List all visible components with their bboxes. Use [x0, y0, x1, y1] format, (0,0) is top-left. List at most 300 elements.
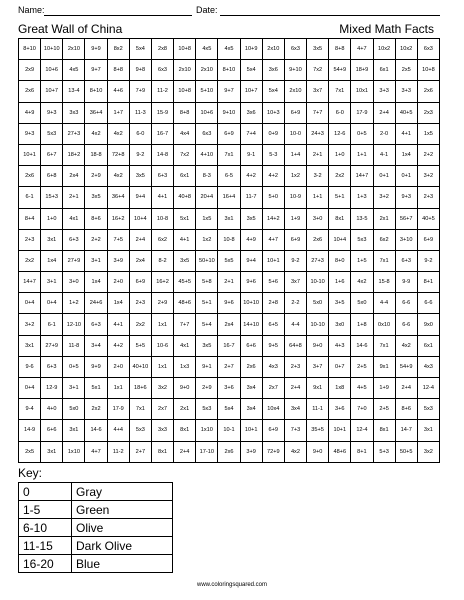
grid-cell[interactable]: 6x2 [151, 229, 173, 250]
grid-cell[interactable]: 0+7 [329, 356, 351, 377]
grid-cell[interactable]: 4-4 [373, 293, 395, 314]
grid-cell[interactable]: 4x2 [107, 123, 129, 144]
grid-cell[interactable]: 2+3 [417, 187, 439, 208]
grid-cell[interactable]: 72+9 [262, 441, 284, 462]
grid-cell[interactable]: 17-9 [107, 399, 129, 420]
grid-cell[interactable]: 4+9 [19, 102, 41, 123]
grid-cell[interactable]: 4x3 [417, 356, 439, 377]
grid-cell[interactable]: 4+5 [351, 378, 373, 399]
grid-cell[interactable]: 1x1 [107, 378, 129, 399]
grid-cell[interactable]: 4+4 [107, 420, 129, 441]
grid-cell[interactable]: 14-6 [85, 420, 107, 441]
grid-cell[interactable]: 0+5 [63, 356, 85, 377]
grid-cell[interactable]: 11-2 [151, 81, 173, 102]
grid-cell[interactable]: 8+4 [19, 208, 41, 229]
grid-cell[interactable]: 6x3 [284, 39, 306, 60]
grid-cell[interactable]: 5x0 [307, 293, 329, 314]
grid-cell[interactable]: 6+6 [240, 335, 262, 356]
grid-cell[interactable]: 14+10 [240, 314, 262, 335]
grid-cell[interactable]: 1+9 [373, 378, 395, 399]
grid-cell[interactable]: 5+4 [196, 314, 218, 335]
grid-cell[interactable]: 2x2 [329, 166, 351, 187]
grid-cell[interactable]: 6+9 [262, 420, 284, 441]
grid-cell[interactable]: 54+9 [329, 60, 351, 81]
grid-cell[interactable]: 5+0 [262, 187, 284, 208]
grid-cell[interactable]: 2x1 [174, 399, 196, 420]
grid-cell[interactable]: 5+3 [373, 441, 395, 462]
grid-cell[interactable]: 3x1 [19, 335, 41, 356]
grid-cell[interactable]: 72+8 [107, 144, 129, 165]
grid-cell[interactable]: 2+2 [85, 229, 107, 250]
grid-cell[interactable]: 18-8 [85, 144, 107, 165]
grid-cell[interactable]: 3x5 [240, 208, 262, 229]
grid-cell[interactable]: 2+9 [85, 166, 107, 187]
grid-cell[interactable]: 7x1 [218, 144, 240, 165]
grid-cell[interactable]: 45+5 [174, 272, 196, 293]
grid-cell[interactable]: 5x3 [351, 229, 373, 250]
grid-cell[interactable]: 9-2 [129, 144, 151, 165]
grid-cell[interactable]: 9+3 [41, 102, 63, 123]
grid-cell[interactable]: 5x4 [262, 81, 284, 102]
grid-cell[interactable]: 1+3 [351, 187, 373, 208]
grid-cell[interactable]: 3-2 [307, 166, 329, 187]
grid-cell[interactable]: 27+3 [307, 250, 329, 271]
grid-cell[interactable]: 3x7 [307, 81, 329, 102]
grid-cell[interactable]: 14-9 [19, 420, 41, 441]
grid-cell[interactable]: 10+10 [240, 293, 262, 314]
grid-cell[interactable]: 6+3 [63, 229, 85, 250]
grid-cell[interactable]: 6-6 [395, 293, 417, 314]
grid-cell[interactable]: 0+5 [351, 123, 373, 144]
grid-cell[interactable]: 2+3 [19, 229, 41, 250]
grid-cell[interactable]: 4+1 [395, 123, 417, 144]
grid-cell[interactable]: 3x3 [151, 420, 173, 441]
grid-cell[interactable]: 7x1 [129, 399, 151, 420]
grid-cell[interactable]: 10+4 [129, 208, 151, 229]
grid-cell[interactable]: 1x4 [395, 144, 417, 165]
grid-cell[interactable]: 3+1 [63, 378, 85, 399]
grid-cell[interactable]: 9+6 [218, 293, 240, 314]
grid-cell[interactable]: 8+8 [107, 60, 129, 81]
grid-cell[interactable]: 9-1 [240, 144, 262, 165]
grid-cell[interactable]: 3x1 [41, 441, 63, 462]
grid-cell[interactable]: 12-4 [351, 420, 373, 441]
grid-cell[interactable]: 7x1 [373, 335, 395, 356]
grid-cell[interactable]: 36+4 [85, 102, 107, 123]
grid-cell[interactable]: 7+4 [240, 123, 262, 144]
grid-cell[interactable]: 9+3 [19, 123, 41, 144]
grid-cell[interactable]: 2+3 [284, 356, 306, 377]
grid-cell[interactable]: 4x4 [174, 123, 196, 144]
grid-cell[interactable]: 8+0 [329, 250, 351, 271]
grid-cell[interactable]: 2x2 [129, 314, 151, 335]
grid-cell[interactable]: 3+6 [329, 399, 351, 420]
grid-cell[interactable]: 8+1 [417, 272, 439, 293]
grid-cell[interactable]: 15-9 [151, 102, 173, 123]
grid-cell[interactable]: 5-3 [262, 144, 284, 165]
grid-cell[interactable]: 12-10 [63, 314, 85, 335]
grid-cell[interactable]: 10x4 [262, 399, 284, 420]
grid-cell[interactable]: 2x6 [19, 166, 41, 187]
grid-cell[interactable]: 9-9 [395, 272, 417, 293]
grid-cell[interactable]: 27+3 [63, 123, 85, 144]
grid-cell[interactable]: 2+8 [262, 293, 284, 314]
grid-cell[interactable]: 40+5 [417, 208, 439, 229]
grid-cell[interactable]: 7+0 [351, 399, 373, 420]
grid-cell[interactable]: 4x2 [107, 166, 129, 187]
grid-cell[interactable]: 3x6 [262, 60, 284, 81]
grid-cell[interactable]: 9+1 [196, 356, 218, 377]
grid-cell[interactable]: 3+2 [373, 187, 395, 208]
grid-cell[interactable]: 5x4 [129, 39, 151, 60]
grid-cell[interactable]: 2x10 [63, 39, 85, 60]
grid-cell[interactable]: 6-0 [129, 123, 151, 144]
grid-cell[interactable]: 2x10 [262, 39, 284, 60]
grid-cell[interactable]: 4+7 [351, 39, 373, 60]
grid-cell[interactable]: 2+9 [196, 378, 218, 399]
grid-cell[interactable]: 5x3 [41, 123, 63, 144]
grid-cell[interactable]: 9+10 [284, 60, 306, 81]
grid-cell[interactable]: 14+2 [262, 208, 284, 229]
grid-cell[interactable]: 2x9 [19, 60, 41, 81]
grid-cell[interactable]: 10+1 [240, 420, 262, 441]
grid-cell[interactable]: 5x1 [85, 378, 107, 399]
grid-cell[interactable]: 10+4 [329, 229, 351, 250]
grid-cell[interactable]: 8+1 [351, 441, 373, 462]
grid-cell[interactable]: 40+8 [174, 187, 196, 208]
grid-cell[interactable]: 3x1 [417, 420, 439, 441]
grid-cell[interactable]: 9+7 [85, 60, 107, 81]
grid-cell[interactable]: 8-3 [196, 166, 218, 187]
grid-cell[interactable]: 6+9 [284, 229, 306, 250]
grid-cell[interactable]: 4x2 [351, 272, 373, 293]
grid-cell[interactable]: 8+10 [19, 39, 41, 60]
grid-cell[interactable]: 1x8 [329, 378, 351, 399]
grid-cell[interactable]: 2x5 [19, 441, 41, 462]
grid-cell[interactable]: 3x5 [85, 187, 107, 208]
grid-cell[interactable]: 10-10 [307, 272, 329, 293]
grid-cell[interactable]: 4x5 [196, 39, 218, 60]
grid-cell[interactable]: 4x5 [218, 39, 240, 60]
grid-cell[interactable]: 9-6 [19, 356, 41, 377]
grid-cell[interactable]: 11-7 [240, 187, 262, 208]
grid-cell[interactable]: 8x1 [151, 441, 173, 462]
grid-cell[interactable]: 12-6 [329, 123, 351, 144]
grid-cell[interactable]: 2x10 [284, 81, 306, 102]
grid-cell[interactable]: 5x3 [129, 420, 151, 441]
grid-cell[interactable]: 1+9 [284, 208, 306, 229]
grid-cell[interactable]: 10+6 [196, 102, 218, 123]
grid-cell[interactable]: 2+1 [307, 144, 329, 165]
grid-cell[interactable]: 16+2 [151, 272, 173, 293]
grid-cell[interactable]: 10+7 [240, 81, 262, 102]
grid-cell[interactable]: 2+1 [218, 272, 240, 293]
grid-cell[interactable]: 4x5 [63, 60, 85, 81]
grid-cell[interactable]: 0+9 [262, 123, 284, 144]
grid-cell[interactable]: 13-4 [63, 81, 85, 102]
grid-cell[interactable]: 16-7 [151, 123, 173, 144]
grid-cell[interactable]: 8+8 [174, 102, 196, 123]
grid-cell[interactable]: 2+4 [284, 378, 306, 399]
grid-cell[interactable]: 5x4 [218, 399, 240, 420]
grid-cell[interactable]: 10x2 [373, 39, 395, 60]
grid-cell[interactable]: 7+7 [174, 314, 196, 335]
grid-cell[interactable]: 4+2 [240, 166, 262, 187]
grid-cell[interactable]: 12-4 [417, 378, 439, 399]
grid-cell[interactable]: 10-8 [218, 229, 240, 250]
grid-cell[interactable]: 9+4 [240, 250, 262, 271]
grid-cell[interactable]: 54+9 [395, 356, 417, 377]
grid-cell[interactable]: 3x7 [284, 272, 306, 293]
grid-cell[interactable]: 50+10 [196, 250, 218, 271]
grid-cell[interactable]: 3+0 [307, 208, 329, 229]
grid-cell[interactable]: 18+6 [129, 378, 151, 399]
grid-cell[interactable]: 4+6 [107, 81, 129, 102]
grid-cell[interactable]: 6+3 [41, 356, 63, 377]
grid-cell[interactable]: 4+7 [85, 441, 107, 462]
grid-cell[interactable]: 2+0 [107, 356, 129, 377]
grid-cell[interactable]: 14-7 [395, 420, 417, 441]
grid-cell[interactable]: 5x4 [240, 60, 262, 81]
grid-cell[interactable]: 40+5 [395, 102, 417, 123]
grid-cell[interactable]: 8+10 [218, 60, 240, 81]
grid-cell[interactable]: 5x3 [196, 399, 218, 420]
grid-cell[interactable]: 4-1 [373, 144, 395, 165]
grid-cell[interactable]: 4+7 [262, 229, 284, 250]
grid-cell[interactable]: 14+7 [351, 166, 373, 187]
grid-cell[interactable]: 5+5 [129, 335, 151, 356]
grid-cell[interactable]: 7+5 [107, 229, 129, 250]
grid-cell[interactable]: 6x3 [196, 123, 218, 144]
grid-cell[interactable]: 6-1 [19, 187, 41, 208]
grid-cell[interactable]: 10+6 [41, 60, 63, 81]
grid-cell[interactable]: 2+7 [129, 441, 151, 462]
grid-cell[interactable]: 5+8 [196, 272, 218, 293]
grid-cell[interactable]: 2x8 [151, 39, 173, 60]
grid-cell[interactable]: 1x3 [174, 356, 196, 377]
grid-cell[interactable]: 1x4 [41, 250, 63, 271]
grid-cell[interactable]: 6-1 [41, 314, 63, 335]
grid-cell[interactable]: 4x1 [63, 208, 85, 229]
grid-cell[interactable]: 12-9 [41, 378, 63, 399]
grid-cell[interactable]: 9+9 [85, 356, 107, 377]
grid-cell[interactable]: 3+7 [307, 356, 329, 377]
grid-cell[interactable]: 2x10 [196, 60, 218, 81]
grid-cell[interactable]: 5+1 [196, 293, 218, 314]
grid-cell[interactable]: 4+1 [151, 187, 173, 208]
grid-cell[interactable]: 3x2 [151, 378, 173, 399]
grid-cell[interactable]: 3+3 [395, 81, 417, 102]
grid-cell[interactable]: 3x4 [284, 399, 306, 420]
grid-cell[interactable]: 4x1 [174, 335, 196, 356]
grid-cell[interactable]: 6-6 [417, 293, 439, 314]
grid-cell[interactable]: 2x6 [417, 81, 439, 102]
grid-cell[interactable]: 8-2 [151, 250, 173, 271]
grid-cell[interactable]: 14-8 [151, 144, 173, 165]
grid-cell[interactable]: 1x2 [196, 229, 218, 250]
grid-cell[interactable]: 3+4 [85, 335, 107, 356]
grid-cell[interactable]: 4+0 [41, 399, 63, 420]
grid-cell[interactable]: 2+0 [107, 272, 129, 293]
grid-cell[interactable]: 2+5 [373, 399, 395, 420]
grid-cell[interactable]: 7x1 [373, 250, 395, 271]
grid-cell[interactable]: 27+9 [63, 250, 85, 271]
grid-cell[interactable]: 2+4 [395, 378, 417, 399]
grid-cell[interactable]: 2+4 [129, 229, 151, 250]
grid-cell[interactable]: 9x0 [417, 314, 439, 335]
grid-cell[interactable]: 7+7 [307, 102, 329, 123]
grid-cell[interactable]: 2+2 [417, 144, 439, 165]
grid-cell[interactable]: 1+2 [63, 293, 85, 314]
grid-cell[interactable]: 1x4 [85, 272, 107, 293]
grid-cell[interactable]: 4x2 [85, 123, 107, 144]
grid-cell[interactable]: 4+1 [174, 229, 196, 250]
grid-cell[interactable]: 15-8 [373, 272, 395, 293]
grid-cell[interactable]: 3x4 [240, 399, 262, 420]
grid-cell[interactable]: 10+1 [19, 144, 41, 165]
grid-cell[interactable]: 8+6 [395, 399, 417, 420]
grid-cell[interactable]: 8x1 [373, 420, 395, 441]
grid-cell[interactable]: 2x4 [63, 166, 85, 187]
grid-cell[interactable]: 1+1 [351, 144, 373, 165]
grid-cell[interactable]: 35+5 [307, 420, 329, 441]
grid-cell[interactable]: 4+2 [107, 335, 129, 356]
grid-cell[interactable]: 8+8 [329, 39, 351, 60]
grid-cell[interactable]: 3x0 [329, 314, 351, 335]
grid-cell[interactable]: 1+7 [107, 102, 129, 123]
grid-cell[interactable]: 3+10 [395, 229, 417, 250]
grid-cell[interactable]: 11-2 [107, 441, 129, 462]
grid-cell[interactable]: 2x6 [240, 356, 262, 377]
grid-cell[interactable]: 2x7 [262, 378, 284, 399]
grid-cell[interactable]: 3x5 [129, 166, 151, 187]
grid-cell[interactable]: 3+0 [63, 272, 85, 293]
grid-cell[interactable]: 20+4 [196, 187, 218, 208]
grid-cell[interactable]: 9+4 [129, 187, 151, 208]
grid-cell[interactable]: 1+6 [329, 272, 351, 293]
grid-cell[interactable]: 3x5 [174, 250, 196, 271]
grid-cell[interactable]: 2+5 [351, 356, 373, 377]
grid-cell[interactable]: 7x2 [307, 60, 329, 81]
grid-cell[interactable]: 11-1 [307, 399, 329, 420]
grid-cell[interactable]: 5x1 [174, 208, 196, 229]
grid-cell[interactable]: 2x6 [218, 441, 240, 462]
grid-cell[interactable]: 1+8 [351, 314, 373, 335]
grid-cell[interactable]: 6+6 [41, 420, 63, 441]
grid-cell[interactable]: 3+1 [41, 272, 63, 293]
grid-cell[interactable]: 1x2 [284, 166, 306, 187]
grid-cell[interactable]: 3+3 [373, 81, 395, 102]
grid-cell[interactable]: 2+4 [174, 441, 196, 462]
grid-cell[interactable]: 5x0 [63, 399, 85, 420]
grid-cell[interactable]: 7+3 [284, 420, 306, 441]
grid-cell[interactable]: 10-6 [151, 335, 173, 356]
grid-cell[interactable]: 16+2 [107, 208, 129, 229]
grid-cell[interactable]: 2-0 [373, 123, 395, 144]
grid-cell[interactable]: 14+7 [19, 272, 41, 293]
grid-cell[interactable]: 4+3 [329, 335, 351, 356]
grid-cell[interactable]: 7+9 [129, 81, 151, 102]
grid-cell[interactable]: 9+0 [174, 378, 196, 399]
grid-cell[interactable]: 6x3 [151, 60, 173, 81]
grid-cell[interactable]: 4x2 [284, 441, 306, 462]
grid-cell[interactable]: 1x10 [63, 441, 85, 462]
grid-cell[interactable]: 6-0 [329, 102, 351, 123]
grid-cell[interactable]: 6+9 [417, 229, 439, 250]
grid-cell[interactable]: 17-10 [196, 441, 218, 462]
grid-cell[interactable]: 10-8 [151, 208, 173, 229]
grid-cell[interactable]: 6-5 [218, 166, 240, 187]
grid-cell[interactable]: 48+6 [329, 441, 351, 462]
grid-cell[interactable]: 3+2 [417, 166, 439, 187]
grid-cell[interactable]: 9+6 [240, 272, 262, 293]
grid-cell[interactable]: 10+8 [174, 39, 196, 60]
grid-cell[interactable]: 9+10 [218, 102, 240, 123]
grid-cell[interactable]: 2x2 [19, 250, 41, 271]
grid-cell[interactable]: 10+8 [417, 60, 439, 81]
grid-cell[interactable]: 3+1 [85, 250, 107, 271]
grid-cell[interactable]: 1x10 [196, 420, 218, 441]
grid-cell[interactable]: 16+4 [218, 187, 240, 208]
grid-cell[interactable]: 2x2 [85, 399, 107, 420]
grid-cell[interactable]: 2x6 [19, 81, 41, 102]
grid-cell[interactable]: 9x1 [307, 378, 329, 399]
grid-cell[interactable]: 6x3 [417, 39, 439, 60]
grid-cell[interactable]: 8+10 [85, 81, 107, 102]
grid-cell[interactable]: 6+8 [41, 166, 63, 187]
grid-cell[interactable]: 6-6 [395, 314, 417, 335]
grid-cell[interactable]: 5x0 [351, 293, 373, 314]
grid-cell[interactable]: 9+8 [129, 60, 151, 81]
grid-cell[interactable]: 1x4 [107, 293, 129, 314]
grid-cell[interactable]: 56+7 [395, 208, 417, 229]
grid-cell[interactable]: 6x1 [174, 166, 196, 187]
grid-cell[interactable]: 10-9 [284, 187, 306, 208]
grid-cell[interactable]: 24+6 [85, 293, 107, 314]
grid-cell[interactable]: 2+1 [63, 187, 85, 208]
grid-cell[interactable]: 4x3 [262, 356, 284, 377]
grid-cell[interactable]: 3x6 [240, 102, 262, 123]
grid-cell[interactable]: 9-2 [284, 250, 306, 271]
grid-cell[interactable]: 3x2 [417, 441, 439, 462]
grid-cell[interactable]: 4+2 [262, 166, 284, 187]
grid-cell[interactable]: 11-8 [63, 335, 85, 356]
grid-cell[interactable]: 6+9 [129, 272, 151, 293]
grid-cell[interactable]: 18+2 [63, 144, 85, 165]
grid-cell[interactable]: 6+3 [85, 314, 107, 335]
grid-cell[interactable]: 0+4 [19, 378, 41, 399]
grid-cell[interactable]: 10x1 [351, 81, 373, 102]
grid-cell[interactable]: 10+3 [262, 102, 284, 123]
grid-cell[interactable]: 1x1 [151, 356, 173, 377]
grid-cell[interactable]: 10+8 [174, 81, 196, 102]
grid-cell[interactable]: 5+10 [196, 81, 218, 102]
grid-cell[interactable]: 1+1 [307, 187, 329, 208]
grid-cell[interactable]: 9+7 [218, 81, 240, 102]
grid-cell[interactable]: 3x5 [307, 39, 329, 60]
grid-cell[interactable]: 10+7 [41, 81, 63, 102]
grid-cell[interactable]: 10+1 [262, 250, 284, 271]
grid-cell[interactable]: 3x1 [41, 229, 63, 250]
grid-cell[interactable]: 3+6 [218, 378, 240, 399]
grid-cell[interactable]: 10-1 [218, 420, 240, 441]
grid-cell[interactable]: 6x1 [373, 60, 395, 81]
grid-cell[interactable]: 3+9 [107, 250, 129, 271]
grid-cell[interactable]: 8x2 [107, 39, 129, 60]
grid-cell[interactable]: 6+3 [151, 166, 173, 187]
grid-cell[interactable]: 2x10 [174, 60, 196, 81]
grid-cell[interactable]: 3+2 [19, 314, 41, 335]
